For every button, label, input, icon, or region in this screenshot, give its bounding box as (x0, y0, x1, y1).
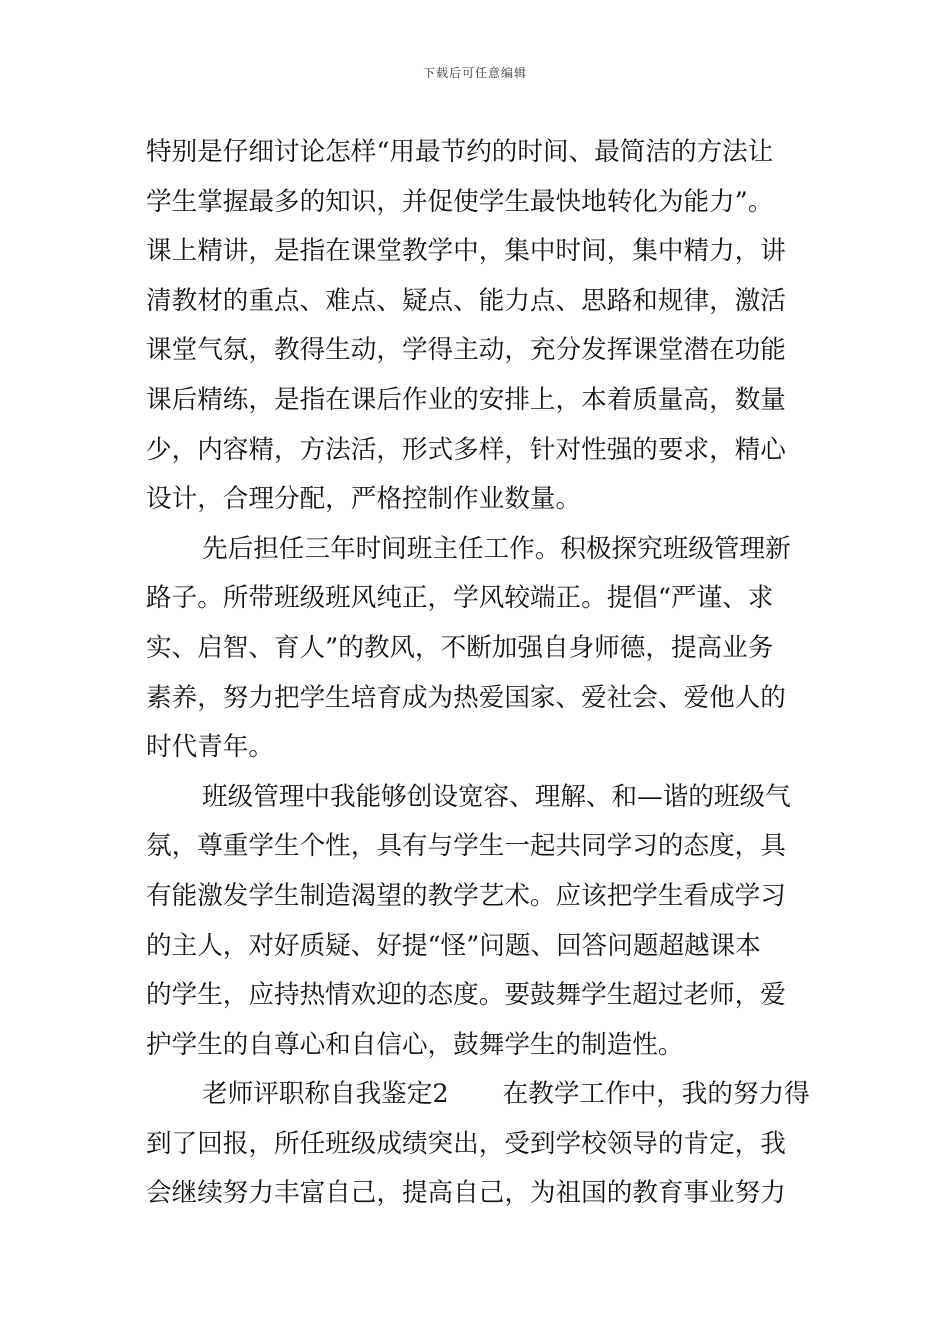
text-line: 班级管理中我能够创设宽容、理解、和—谐的班级气 (202, 781, 791, 812)
heading-line (146, 1070, 810, 1120)
text-line: 课堂气氛，教得生动，学得主动，充分发挥课堂潜在功能 (146, 335, 786, 366)
text-line: 特别是仔细讨论怎样“用最节约的时间、最简洁的方法让 (146, 137, 774, 167)
text-line: 护学生的自尊心和自信心，鼓舞学生的制造性。 (146, 1029, 684, 1060)
text-line: 氛，尊重学生个性，具有与学生一起共同学习的态度，具 (146, 831, 786, 862)
section-heading: 老师评职称自我鉴定2 (202, 1079, 449, 1110)
text-line: 会继续努力丰富自己，提高自己，为祖国的教育事业努力 (146, 1178, 786, 1209)
document-body (146, 128, 810, 1219)
paragraph-2 (146, 525, 810, 773)
text-fragment: 在教学工作中，我的努力得 (502, 1079, 810, 1110)
text-line: 少，内容精，方法活，形式多样，针对性强的要求，精心 (146, 434, 786, 465)
text-line: 到了回报，所任班级成绩突出，受到学校领导的肯定，我 (146, 1128, 786, 1159)
text-line: 实、启智、育人”的教风，不断加强自身师德，提高业务 (146, 632, 774, 663)
text-line: 课上精讲，是指在课堂教学中，集中时间，集中精力，讲 (146, 236, 786, 267)
paragraph-1 (146, 128, 810, 525)
text-line: 路子。所带班级班风纯正，学风较端正。提倡“严谨、求 (146, 583, 774, 614)
text-line: 清教材的重点、难点、疑点、能力点、思路和规律，激活 (146, 285, 786, 316)
text-line: 课后精练，是指在课后作业的安排上，本着质量高，数量 (146, 384, 786, 415)
text-line: 先后担任三年时间班主任工作。积极探究班级管理新 (202, 533, 791, 564)
text-line: 素养，努力把学生培育成为热爱国家、爱社会、爱他人的 (146, 682, 786, 713)
text-line: 学生掌握最多的知识，并促使学生最快地转化为能力”。 (146, 186, 774, 217)
text-line: 时代青年。 (146, 732, 274, 763)
paragraph-3 (146, 773, 810, 1071)
text-line: 有能激发学生制造渴望的教学艺术。应该把学生看成学习 (146, 880, 786, 911)
text-line: 设计，合理分配，严格控制作业数量。 (146, 484, 582, 515)
text-line: 的主人，对好质疑、好提“怪”问题、回答问题超越课本 (146, 930, 761, 961)
paragraph-4 (146, 1070, 810, 1219)
page-header-note: 下载后可任意编辑 (422, 66, 527, 80)
text-line: 的学生，应持热情欢迎的态度。要鼓舞学生超过老师，爱 (146, 980, 786, 1011)
